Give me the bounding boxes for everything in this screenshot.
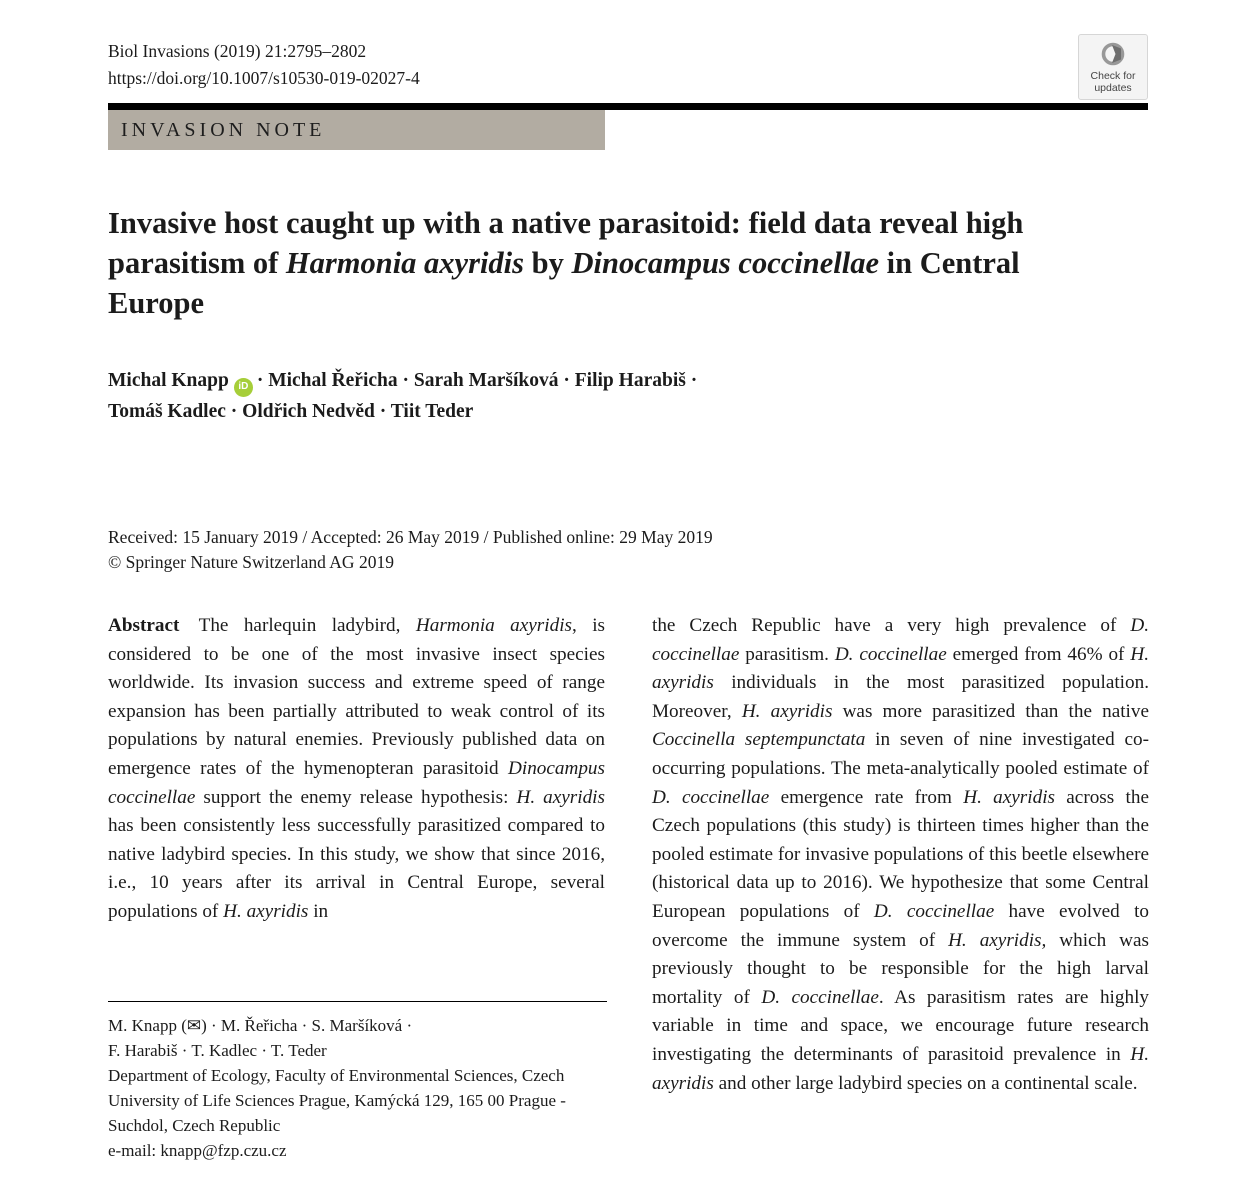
footnote-authors-line2: F. Harabiš · T. Kadlec · T. Teder [108,1041,327,1060]
dates-line: Received: 15 January 2019 / Accepted: 26 May 2019 / Published online: 29 May 2019 [108,527,713,547]
section-label: INVASION NOTE [121,118,326,141]
copyright-line: © Springer Nature Switzerland AG 2019 [108,552,394,572]
doi-link[interactable]: https://doi.org/10.1007/s10530-019-02027-4 [108,68,420,88]
correspondence-footnote [108,1001,607,1163]
top-rule [108,103,1148,110]
journal-header [108,38,420,92]
check-badge-line1: Check for [1090,70,1136,82]
author-first: Michal Knapp [108,370,229,391]
abstract-text-right: the Czech Republic have a very high prevalence of D. coccinellae parasitism. D. coccinellae emerged from 46% of H. axyridis individuals in the most parasitized population. Moreover, H. axyridis was more parasitized than the native Coccinella septempunctata in seven of nine investigated co-occurring populations. The meta-analytically pooled estimate of D. coccinellae emergence rate from H. axyridis across the Czech populations (this study) is thirteen times higher than the pooled estimate for invasive populations of this beetle elsewhere (historical data up to 2016). We hypothesize that some Central European populations of D. coccinellae have evolved to overcome the immune system of H. axyridis, which was previously thought to be responsible for the high larval mortality of D. coccinellae. As parasitism rates are highly variable in time and space, we encourage future research investigating the determinants of parasitoid prevalence in H. axyridis and other large ladybird species on a continental scale. [652,615,1149,1094]
email-link[interactable]: knapp@fzp.czu.cz [160,1141,287,1160]
abstract-column-left [108,612,605,927]
footnote-affiliation: Department of Ecology, Faculty of Environmental Sciences, Czech University of Life Sciences Prague, Kamýcká 129, 165 00 Prague - Suchdol, Czech Republic [108,1066,566,1135]
journal-citation: Biol Invasions (2019) 21:2795–2802 [108,41,367,61]
abstract-text-left: Abstract The harlequin ladybird, Harmonia axyridis, is considered to be one of the most invasive insect species worldwide. Its invasion success and extreme speed of range expansion has been partially attributed to weak control of its populations by natural enemies. Previously published data on emergence rates of the hymenopteran parasitoid Dinocampus coccinellae support the enemy release hypothesis: H. axyridis has been consistently less successfully parasitized compared to native ladybird species. In this study, we show that since 2016, i.e., 10 years after its arrival in Central Europe, several populations of H. axyridis in [108,615,606,922]
email-label: e-mail: [108,1141,157,1160]
footnote-rule [108,1001,607,1002]
check-updates-badge[interactable] [1078,34,1148,100]
crossmark-icon [1098,40,1128,70]
author-line2: Tomáš Kadlec · Oldřich Nedvěd · Tiit Teder [108,400,474,422]
orcid-icon[interactable]: iD [234,378,253,397]
footnote-authors-line1: M. Knapp (✉) · M. Řeřicha · S. Maršíková · [108,1016,413,1035]
abstract-column-right [652,612,1149,1098]
author-list [108,366,908,427]
article-title: Invasive host caught up with a native parasitoid: field data reveal high parasitism of Harmonia axyridis by Dinocampus coccinellae in Central Europe [108,206,1024,320]
author-line1-rest: · Michal Řeřicha · Sarah Maršíková · Filip Harabiš · [256,370,698,391]
footnote-email-line [108,1138,607,1163]
section-banner [108,110,605,150]
check-badge-line2: updates [1094,81,1132,94]
